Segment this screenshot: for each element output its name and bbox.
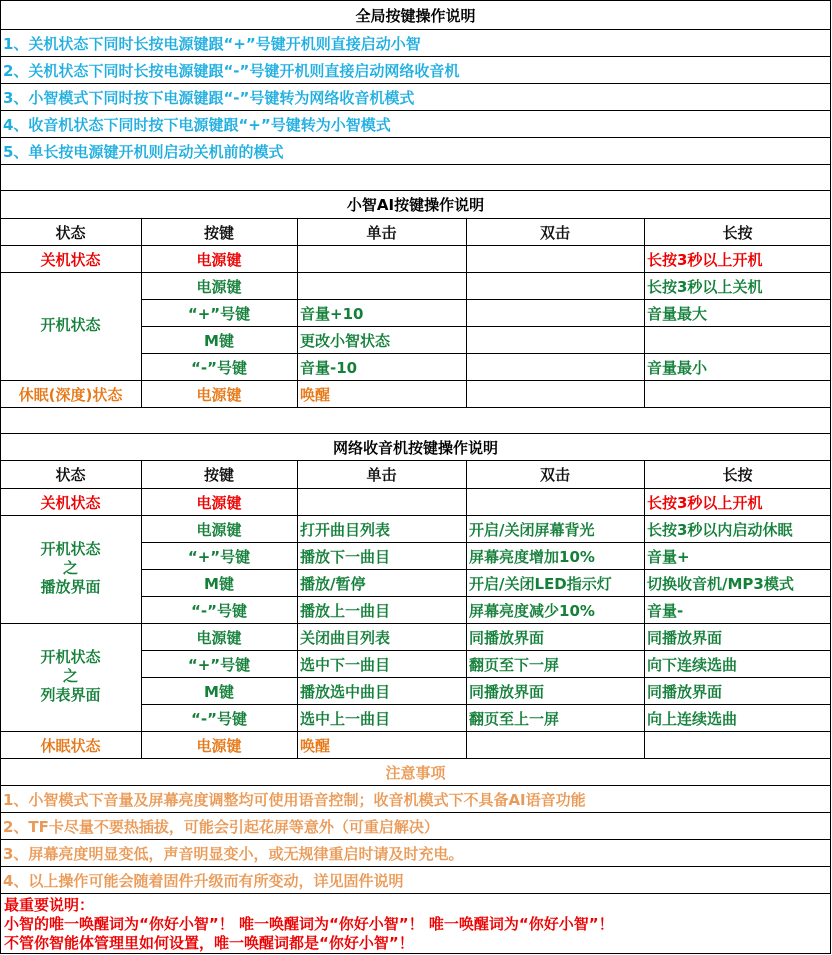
key-cell: 电源键 — [196, 520, 242, 539]
global-item-row — [0, 56, 831, 83]
global-item-1: 1、关机状态下同时长按电源键跟“+”号键开机则直接启动小智 — [3, 34, 421, 53]
note-row — [0, 839, 831, 866]
table-row — [0, 380, 831, 407]
long-cell — [644, 327, 831, 353]
key-cell: “+”号键 — [187, 304, 251, 323]
long-cell: 长按3秒以上开机 — [647, 493, 763, 512]
important-line: 不管你智能体管理里如何设置，唯一唤醒词都是“你好小智”！ — [4, 934, 414, 952]
table-row — [0, 488, 831, 515]
table-row — [141, 704, 831, 731]
table-row — [0, 272, 831, 299]
single-cell — [297, 246, 466, 272]
global-item-row — [0, 137, 831, 164]
grid-line — [141, 218, 142, 407]
long-cell: 同播放界面 — [647, 628, 723, 647]
double-cell — [466, 300, 644, 326]
long-cell: 向上连续选曲 — [647, 709, 738, 728]
note-row — [0, 785, 831, 812]
header-key: 按键 — [203, 223, 234, 242]
long-cell: 音量+ — [647, 547, 690, 566]
long-cell: 同播放界面 — [647, 682, 723, 701]
state-play-line: 开机状态 — [40, 540, 101, 558]
note-item: 1、小智模式下音量及屏幕亮度调整均可使用语音控制；收音机模式下不具备AI语音功能 — [3, 790, 586, 809]
table-row — [141, 542, 831, 569]
key-cell: 电源键 — [196, 385, 242, 404]
grid-line — [644, 218, 645, 407]
double-cell: 开启/关闭LED指示灯 — [469, 574, 612, 593]
key-cell: 电源键 — [196, 277, 242, 296]
long-cell: 向下连续选曲 — [647, 655, 738, 674]
note-row — [0, 866, 831, 893]
table-row — [141, 299, 831, 326]
key-cell: “+”号键 — [187, 547, 251, 566]
header-state: 状态 — [55, 223, 86, 242]
ai-section-title: 小智AI按键操作说明 — [346, 196, 485, 214]
double-cell: 屏幕亮度减少10% — [469, 601, 595, 620]
double-cell: 屏幕亮度增加10% — [469, 547, 595, 566]
single-cell: 唤醒 — [300, 736, 331, 755]
state-off: 关机状态 — [40, 493, 101, 512]
state-sleep: 休眠(深度)状态 — [18, 385, 123, 404]
state-sleep: 休眠状态 — [40, 736, 101, 755]
single-cell: 唤醒 — [300, 385, 331, 404]
important-line: 小智的唯一唤醒词为“你好小智”！ 唯一唤醒词为“你好小智”！ 唯一唤醒词为“你好小智”！ — [4, 915, 614, 933]
single-cell: 播放选中曲目 — [300, 682, 391, 701]
key-cell: 电源键 — [196, 493, 242, 512]
single-cell: 更改小智状态 — [300, 331, 391, 350]
table-row — [0, 623, 831, 650]
table-row — [141, 650, 831, 677]
single-cell: 关闭曲目列表 — [300, 628, 391, 647]
key-cell: “+”号键 — [187, 655, 251, 674]
long-cell — [644, 381, 831, 407]
global-title: 全局按键操作说明 — [355, 6, 476, 25]
table-row — [0, 515, 831, 542]
radio-section-title: 网络收音机按键操作说明 — [332, 438, 498, 457]
single-cell: 音量-10 — [300, 358, 358, 377]
double-cell: 翻页至下一屏 — [469, 655, 560, 674]
spacer-row — [0, 407, 831, 433]
radio-header-row — [0, 460, 831, 488]
global-item-row — [0, 83, 831, 110]
ai-title-row — [0, 190, 831, 218]
global-item-4: 4、收音机状态下同时按下电源键跟“+”号键转为小智模式 — [3, 115, 391, 134]
key-cell: 电源键 — [196, 250, 242, 269]
table-row — [141, 353, 831, 380]
table-row — [0, 731, 831, 758]
single-cell — [297, 489, 466, 515]
single-cell: 播放上一曲目 — [300, 601, 391, 620]
long-cell: 切换收音机/MP3模式 — [647, 574, 794, 593]
long-cell: 长按3秒以上开机 — [647, 250, 763, 269]
global-item-row — [0, 110, 831, 137]
note-item: 4、以上操作可能会随着固件升级而有所变动，详见固件说明 — [3, 871, 404, 890]
global-item-3: 3、小智模式下同时按下电源键跟“-”号键转为网络收音机模式 — [3, 88, 415, 107]
state-play-line: 之 — [62, 559, 78, 577]
table-row — [141, 326, 831, 353]
header-long: 长按 — [722, 223, 753, 242]
table-row — [141, 677, 831, 704]
state-list-interface — [0, 648, 141, 705]
double-cell: 翻页至上一屏 — [469, 709, 560, 728]
double-cell — [466, 246, 644, 272]
state-list-line: 列表界面 — [40, 686, 101, 704]
global-item-row — [0, 29, 831, 56]
single-cell: 打开曲目列表 — [300, 520, 391, 539]
header-state: 状态 — [55, 466, 86, 484]
state-play-interface — [0, 540, 141, 597]
header-key: 按键 — [203, 466, 234, 484]
single-cell — [297, 273, 466, 299]
grid-border-right — [830, 0, 831, 954]
double-cell — [466, 354, 644, 380]
double-cell — [466, 732, 644, 758]
state-on: 开机状态 — [40, 316, 101, 334]
state-off: 关机状态 — [40, 250, 101, 269]
table-row — [141, 569, 831, 596]
key-cell: 电源键 — [196, 736, 242, 755]
double-cell: 同播放界面 — [469, 682, 545, 701]
double-cell — [466, 327, 644, 353]
long-cell — [644, 732, 831, 758]
double-cell — [466, 273, 644, 299]
table-row — [0, 245, 831, 272]
key-cell: M键 — [204, 682, 234, 701]
header-double: 双击 — [539, 223, 570, 242]
header-double: 双击 — [539, 466, 570, 484]
note-row — [0, 812, 831, 839]
state-play-line: 播放界面 — [40, 578, 101, 596]
state-list-line: 之 — [62, 667, 78, 685]
grid-line — [297, 460, 298, 758]
notes-title: 注意事项 — [385, 763, 446, 782]
key-cell: M键 — [204, 574, 234, 593]
header-single: 单击 — [366, 466, 397, 484]
key-cell: “-”号键 — [191, 601, 247, 620]
grid-border-left — [0, 0, 1, 954]
double-cell — [466, 381, 644, 407]
key-cell: “-”号键 — [191, 358, 247, 377]
radio-title-row — [0, 433, 831, 460]
global-item-5: 5、单长按电源键开机则启动关机前的模式 — [3, 142, 284, 161]
single-cell: 选中下一曲目 — [300, 655, 391, 674]
double-cell: 开启/关闭屏幕背光 — [469, 520, 595, 539]
long-cell: 长按3秒以内启动休眠 — [647, 520, 793, 539]
note-item: 3、屏幕亮度明显变低，声音明显变小，或无规律重启时请及时充电。 — [3, 844, 464, 863]
ai-header-row — [0, 218, 831, 245]
double-cell: 同播放界面 — [469, 628, 545, 647]
grid-line — [141, 460, 142, 758]
key-cell: 电源键 — [196, 628, 242, 647]
long-cell: 长按3秒以上关机 — [647, 277, 763, 296]
long-cell: 音量- — [647, 601, 684, 620]
single-cell: 播放/暂停 — [300, 574, 366, 593]
important-title: 最重要说明： — [4, 896, 95, 914]
spacer-row — [0, 164, 831, 190]
long-cell: 音量最小 — [647, 358, 708, 377]
grid-line — [644, 460, 645, 758]
key-cell: “-”号键 — [191, 709, 247, 728]
notes-title-row — [0, 758, 831, 785]
header-long: 长按 — [722, 466, 753, 484]
single-cell: 播放下一曲目 — [300, 547, 391, 566]
double-cell — [466, 489, 644, 515]
key-cell: M键 — [204, 331, 234, 350]
state-list-line: 开机状态 — [40, 648, 101, 666]
global-title-row — [0, 0, 831, 29]
single-cell: 音量+10 — [300, 304, 364, 323]
important-block — [0, 893, 831, 954]
single-cell: 选中上一曲目 — [300, 709, 391, 728]
global-item-2: 2、关机状态下同时长按电源键跟“-”号键开机则直接启动网络收音机 — [3, 61, 460, 80]
grid-line — [466, 218, 467, 407]
grid-line — [297, 218, 298, 407]
grid-line — [466, 460, 467, 758]
header-single: 单击 — [366, 223, 397, 242]
table-row — [141, 596, 831, 623]
long-cell: 音量最大 — [647, 304, 708, 323]
note-item: 2、TF卡尽量不要热插拔，可能会引起花屏等意外（可重启解决） — [3, 817, 439, 836]
